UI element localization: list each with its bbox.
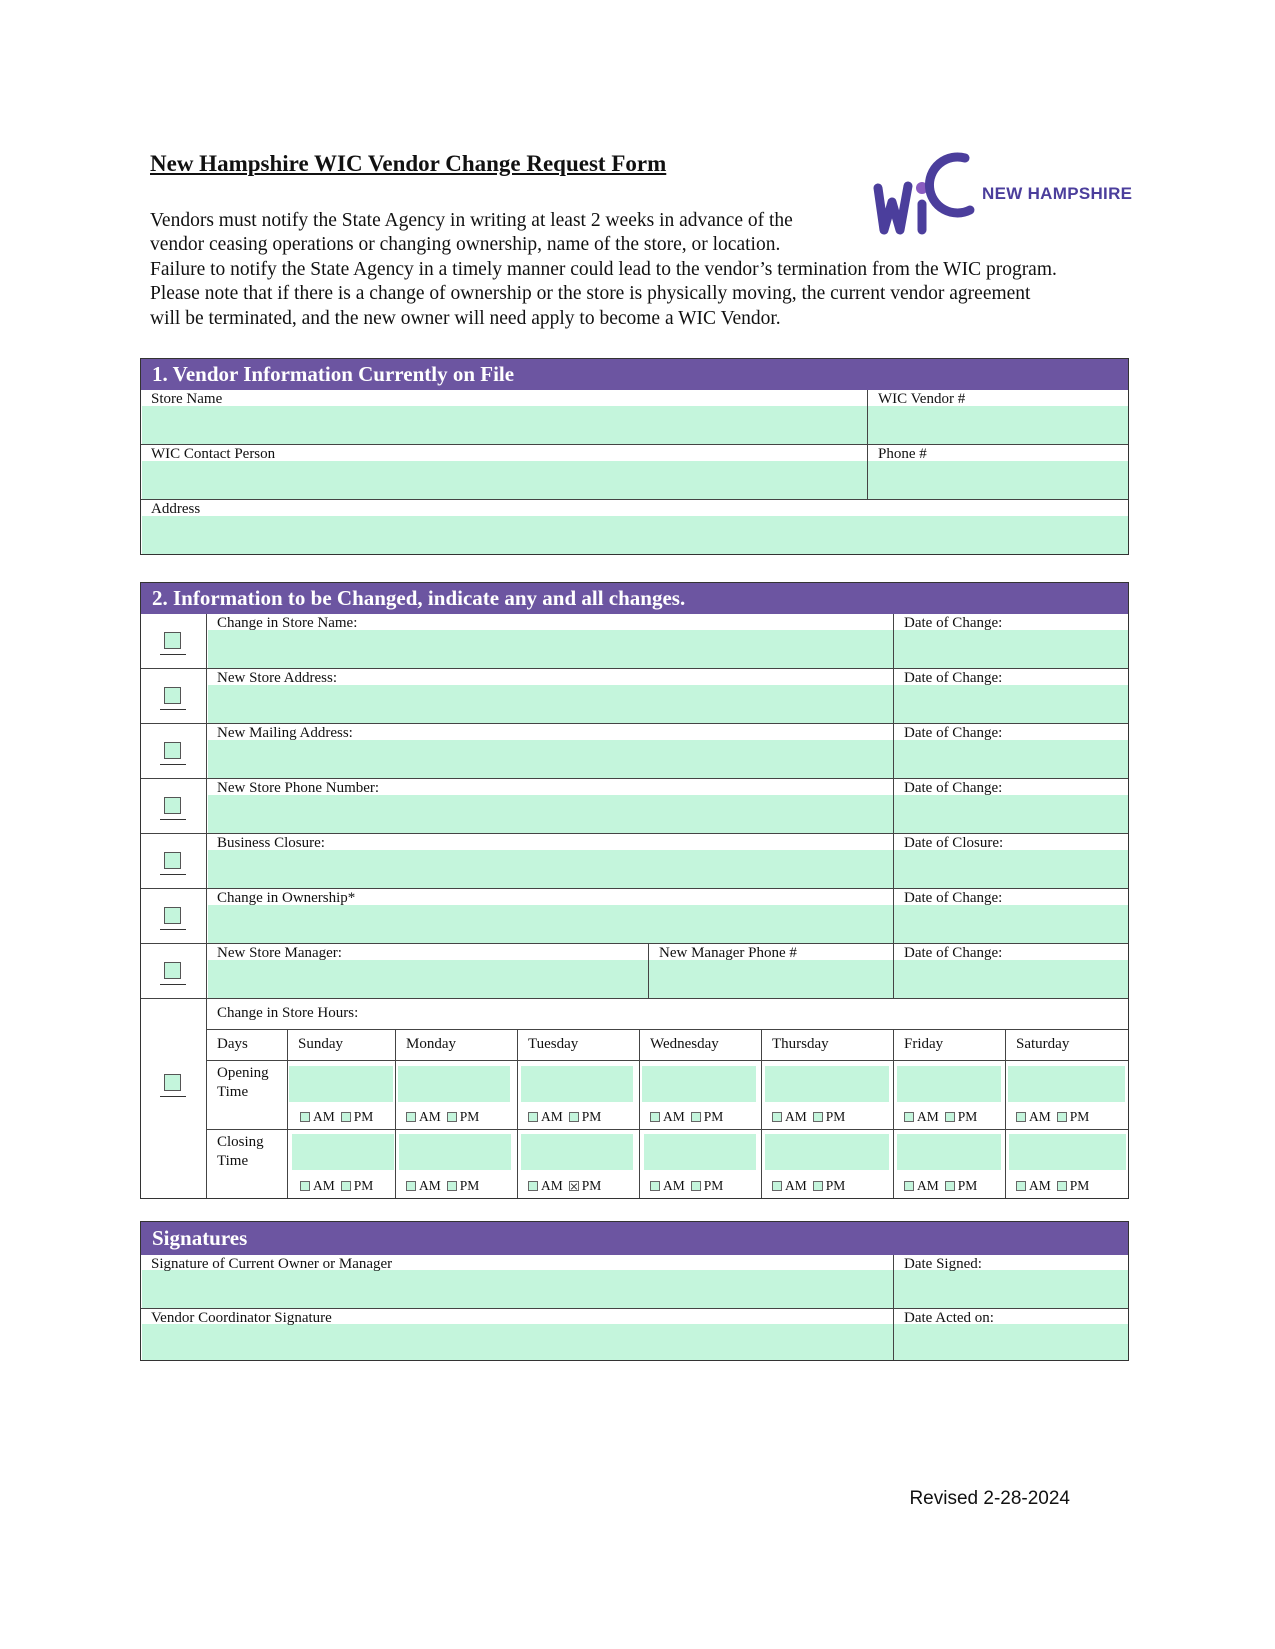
- pm-checkbox[interactable]: [569, 1112, 579, 1122]
- pm-label: PM: [581, 1109, 602, 1124]
- date-field[interactable]: [894, 614, 1128, 669]
- closing-wednesday: [640, 1130, 762, 1198]
- days-label: Days: [217, 1036, 248, 1052]
- pm-label: PM: [703, 1109, 724, 1124]
- new-address-checkbox[interactable]: [164, 687, 181, 704]
- pm-checkbox[interactable]: [813, 1112, 823, 1122]
- manager-phone-field[interactable]: [649, 944, 894, 999]
- opening-sunday: [288, 1061, 396, 1130]
- day-label: Monday: [406, 1036, 456, 1052]
- business-closure-field[interactable]: [207, 834, 894, 889]
- wic-vendor-label: WIC Vendor #: [878, 391, 966, 407]
- am-checkbox[interactable]: [650, 1181, 660, 1191]
- closing-thursday: [762, 1130, 894, 1198]
- row-label: Business Closure:: [217, 835, 325, 851]
- pm-checkbox[interactable]: [341, 1112, 351, 1122]
- pm-label: PM: [353, 1178, 374, 1193]
- pm-checkbox[interactable]: [1057, 1181, 1067, 1191]
- pm-checkbox[interactable]: [341, 1181, 351, 1191]
- section-heading: 2. Information to be Changed, indicate any and all changes.: [141, 583, 1128, 614]
- day-header: [762, 1030, 894, 1061]
- am-label: AM: [785, 1178, 807, 1193]
- am-checkbox[interactable]: [1016, 1181, 1026, 1191]
- date-field[interactable]: [894, 669, 1128, 724]
- date-field[interactable]: [894, 724, 1128, 779]
- date-acted-field[interactable]: [894, 1309, 1128, 1360]
- closing-label: Closing: [217, 1134, 264, 1150]
- am-label: AM: [663, 1109, 685, 1124]
- days-cell: [207, 1030, 288, 1061]
- pm-checkbox[interactable]: [691, 1112, 701, 1122]
- manager-label: New Store Manager:: [217, 945, 342, 961]
- section-changes: [140, 582, 1129, 1199]
- time-input[interactable]: [765, 1134, 889, 1170]
- day-label: Wednesday: [650, 1036, 719, 1052]
- am-checkbox[interactable]: [406, 1181, 416, 1191]
- am-label: AM: [663, 1178, 685, 1193]
- time-input[interactable]: [1008, 1066, 1125, 1102]
- am-checkbox[interactable]: [406, 1112, 416, 1122]
- am-label: AM: [1029, 1109, 1051, 1124]
- checkbox-cell: [141, 724, 207, 779]
- revision-date: Revised 2-28-2024: [909, 1488, 1070, 1509]
- row-label: New Store Phone Number:: [217, 780, 380, 796]
- time-input[interactable]: [642, 1066, 756, 1102]
- opening-wednesday: [640, 1061, 762, 1130]
- new-mailing-address-field[interactable]: [207, 724, 894, 779]
- am-label: AM: [917, 1178, 939, 1193]
- manager-phone-label: New Manager Phone #: [659, 945, 797, 961]
- store-hours-heading: [207, 999, 1128, 1030]
- pm-label: PM: [353, 1109, 374, 1124]
- date-field[interactable]: [894, 779, 1128, 834]
- intro-line: Vendors must notify the State Agency in writing at least 2 weeks in advance of the: [150, 210, 793, 231]
- contact-person-field[interactable]: [141, 445, 868, 500]
- date-acted-label: Date Acted on:: [904, 1310, 994, 1326]
- time-input[interactable]: [897, 1066, 1001, 1102]
- new-phone-field[interactable]: [207, 779, 894, 834]
- am-label: AM: [785, 1109, 807, 1124]
- date-signed-field[interactable]: [894, 1255, 1128, 1309]
- am-label: AM: [541, 1178, 563, 1193]
- am-label: AM: [313, 1178, 335, 1193]
- am-label: AM: [313, 1109, 335, 1124]
- checkbox-cell: [141, 614, 207, 669]
- checkbox-cell: [141, 944, 207, 999]
- closing-label-cell: [207, 1130, 288, 1198]
- business-closure-checkbox[interactable]: [164, 852, 181, 869]
- intro-line: Please note that if there is a change of ownership or the store is physically moving, the current vendor agreement: [150, 283, 1031, 305]
- am-checkbox[interactable]: [528, 1112, 538, 1122]
- time-label: Time: [217, 1153, 249, 1169]
- day-header: [396, 1030, 518, 1061]
- phone-field[interactable]: [868, 445, 1128, 500]
- pm-label: PM: [1069, 1109, 1090, 1124]
- store-hours-label: Change in Store Hours:: [217, 1005, 359, 1021]
- coordinator-signature-label: Vendor Coordinator Signature: [151, 1310, 332, 1326]
- opening-thursday: [762, 1061, 894, 1130]
- day-header: [288, 1030, 396, 1061]
- day-header: [894, 1030, 1006, 1061]
- am-checkbox[interactable]: [300, 1112, 310, 1122]
- date-field[interactable]: [894, 834, 1128, 889]
- time-input[interactable]: [765, 1066, 889, 1102]
- ownership-checkbox[interactable]: [164, 907, 181, 924]
- day-header: [1006, 1030, 1128, 1061]
- am-checkbox[interactable]: [772, 1181, 782, 1191]
- day-label: Friday: [904, 1036, 944, 1052]
- row-label: Change in Ownership*: [217, 890, 356, 906]
- am-label: AM: [917, 1109, 939, 1124]
- change-store-name-field[interactable]: [207, 614, 894, 669]
- owner-signature-field[interactable]: [141, 1255, 894, 1309]
- am-checkbox[interactable]: [904, 1112, 914, 1122]
- phone-label: Phone #: [878, 446, 927, 462]
- store-name-field[interactable]: [141, 390, 868, 445]
- date-label: Date of Change:: [904, 945, 1003, 961]
- time-input[interactable]: [398, 1066, 510, 1102]
- time-input[interactable]: [521, 1066, 633, 1102]
- time-input[interactable]: [644, 1134, 756, 1170]
- form-title: New Hampshire WIC Vendor Change Request Form: [150, 151, 667, 176]
- am-checkbox[interactable]: [650, 1112, 660, 1122]
- section-heading: Signatures: [141, 1222, 1128, 1255]
- am-label: AM: [419, 1109, 441, 1124]
- time-input[interactable]: [1009, 1134, 1126, 1170]
- intro-line: vendor ceasing operations or changing ownership, name of the store, or location.: [150, 234, 781, 256]
- date-label: Date of Change:: [904, 725, 1003, 741]
- section-heading: 1. Vendor Information Currently on File: [141, 359, 1128, 390]
- am-checkbox[interactable]: [1016, 1112, 1026, 1122]
- new-manager-checkbox[interactable]: [164, 962, 181, 979]
- am-label: AM: [1029, 1178, 1051, 1193]
- date-label: Date of Change:: [904, 615, 1003, 631]
- checkbox-cell: [141, 999, 207, 1198]
- date-field[interactable]: [894, 944, 1128, 999]
- store-hours-checkbox[interactable]: [164, 1074, 181, 1091]
- day-label: Thursday: [772, 1036, 829, 1052]
- pm-label: PM: [703, 1178, 724, 1193]
- contact-person-label: WIC Contact Person: [151, 446, 276, 462]
- pm-checkbox[interactable]: [447, 1112, 457, 1122]
- time-input[interactable]: [289, 1066, 393, 1102]
- am-label: AM: [419, 1178, 441, 1193]
- address-field[interactable]: [141, 500, 1128, 554]
- closing-monday: [396, 1130, 518, 1198]
- pm-checkbox[interactable]: [447, 1181, 457, 1191]
- pm-label: PM: [825, 1109, 846, 1124]
- day-label: Sunday: [298, 1036, 343, 1052]
- time-input[interactable]: [897, 1134, 1001, 1170]
- date-label: Date of Change:: [904, 780, 1003, 796]
- closing-sunday: [288, 1130, 396, 1198]
- day-label: Saturday: [1016, 1036, 1070, 1052]
- checkbox-cell: [141, 889, 207, 944]
- new-phone-checkbox[interactable]: [164, 797, 181, 814]
- opening-friday: [894, 1061, 1006, 1130]
- opening-saturday: [1006, 1061, 1128, 1130]
- pm-label: PM: [459, 1178, 480, 1193]
- owner-signature-label: Signature of Current Owner or Manager: [151, 1256, 393, 1272]
- checkbox-cell: [141, 779, 207, 834]
- pm-label: PM: [581, 1178, 602, 1193]
- pm-label: PM: [459, 1109, 480, 1124]
- new-mailing-checkbox[interactable]: [164, 742, 181, 759]
- address-label: Address: [151, 501, 201, 517]
- pm-label: PM: [1069, 1178, 1090, 1193]
- am-checkbox[interactable]: [904, 1181, 914, 1191]
- date-signed-label: Date Signed:: [904, 1256, 982, 1272]
- intro-line: Failure to notify the State Agency in a timely manner could lead to the vendor’s termination from the WIC program.: [150, 258, 1057, 280]
- day-label: Tuesday: [528, 1036, 579, 1052]
- pm-label: PM: [825, 1178, 846, 1193]
- wic-vendor-field[interactable]: [868, 390, 1128, 445]
- opening-tuesday: [518, 1061, 640, 1130]
- opening-label: Opening: [217, 1065, 269, 1081]
- intro-line: will be terminated, and the new owner will need apply to become a WIC Vendor.: [150, 307, 781, 329]
- change-store-name-checkbox[interactable]: [164, 632, 181, 649]
- am-checkbox[interactable]: [772, 1112, 782, 1122]
- am-checkbox[interactable]: [300, 1181, 310, 1191]
- section-signatures: [140, 1221, 1129, 1361]
- time-input[interactable]: [399, 1134, 511, 1170]
- opening-label-cell: [207, 1061, 288, 1130]
- time-input[interactable]: [521, 1134, 633, 1170]
- pm-checkbox-checked[interactable]: [569, 1181, 579, 1191]
- date-label: Date of Change:: [904, 670, 1003, 686]
- closing-saturday: [1006, 1130, 1128, 1198]
- section-vendor-info: [140, 358, 1129, 555]
- new-store-address-field[interactable]: [207, 669, 894, 724]
- checkbox-cell: [141, 834, 207, 889]
- date-field[interactable]: [894, 889, 1128, 944]
- pm-checkbox[interactable]: [691, 1181, 701, 1191]
- pm-checkbox[interactable]: [945, 1181, 955, 1191]
- row-label: Change in Store Name:: [217, 615, 358, 631]
- checkbox-cell: [141, 669, 207, 724]
- pm-checkbox[interactable]: [1057, 1112, 1067, 1122]
- pm-label: PM: [957, 1109, 978, 1124]
- time-label: Time: [217, 1084, 249, 1100]
- date-label: Date of Change:: [904, 890, 1003, 906]
- am-checkbox[interactable]: [528, 1181, 538, 1191]
- logo-text: NEW HAMPSHIRE: [982, 184, 1133, 203]
- time-input[interactable]: [292, 1134, 394, 1170]
- coordinator-signature-field[interactable]: [141, 1309, 894, 1360]
- row-label: New Store Address:: [217, 670, 337, 686]
- row-label: New Mailing Address:: [217, 725, 353, 741]
- new-manager-field[interactable]: [207, 944, 649, 999]
- pm-checkbox[interactable]: [813, 1181, 823, 1191]
- store-name-label: Store Name: [151, 391, 223, 407]
- day-header: [518, 1030, 640, 1061]
- pm-checkbox[interactable]: [945, 1112, 955, 1122]
- closing-tuesday: [518, 1130, 640, 1198]
- day-header: [640, 1030, 762, 1061]
- closing-friday: [894, 1130, 1006, 1198]
- ownership-field[interactable]: [207, 889, 894, 944]
- pm-label: PM: [957, 1178, 978, 1193]
- date-label: Date of Closure:: [904, 835, 1004, 851]
- opening-monday: [396, 1061, 518, 1130]
- am-label: AM: [541, 1109, 563, 1124]
